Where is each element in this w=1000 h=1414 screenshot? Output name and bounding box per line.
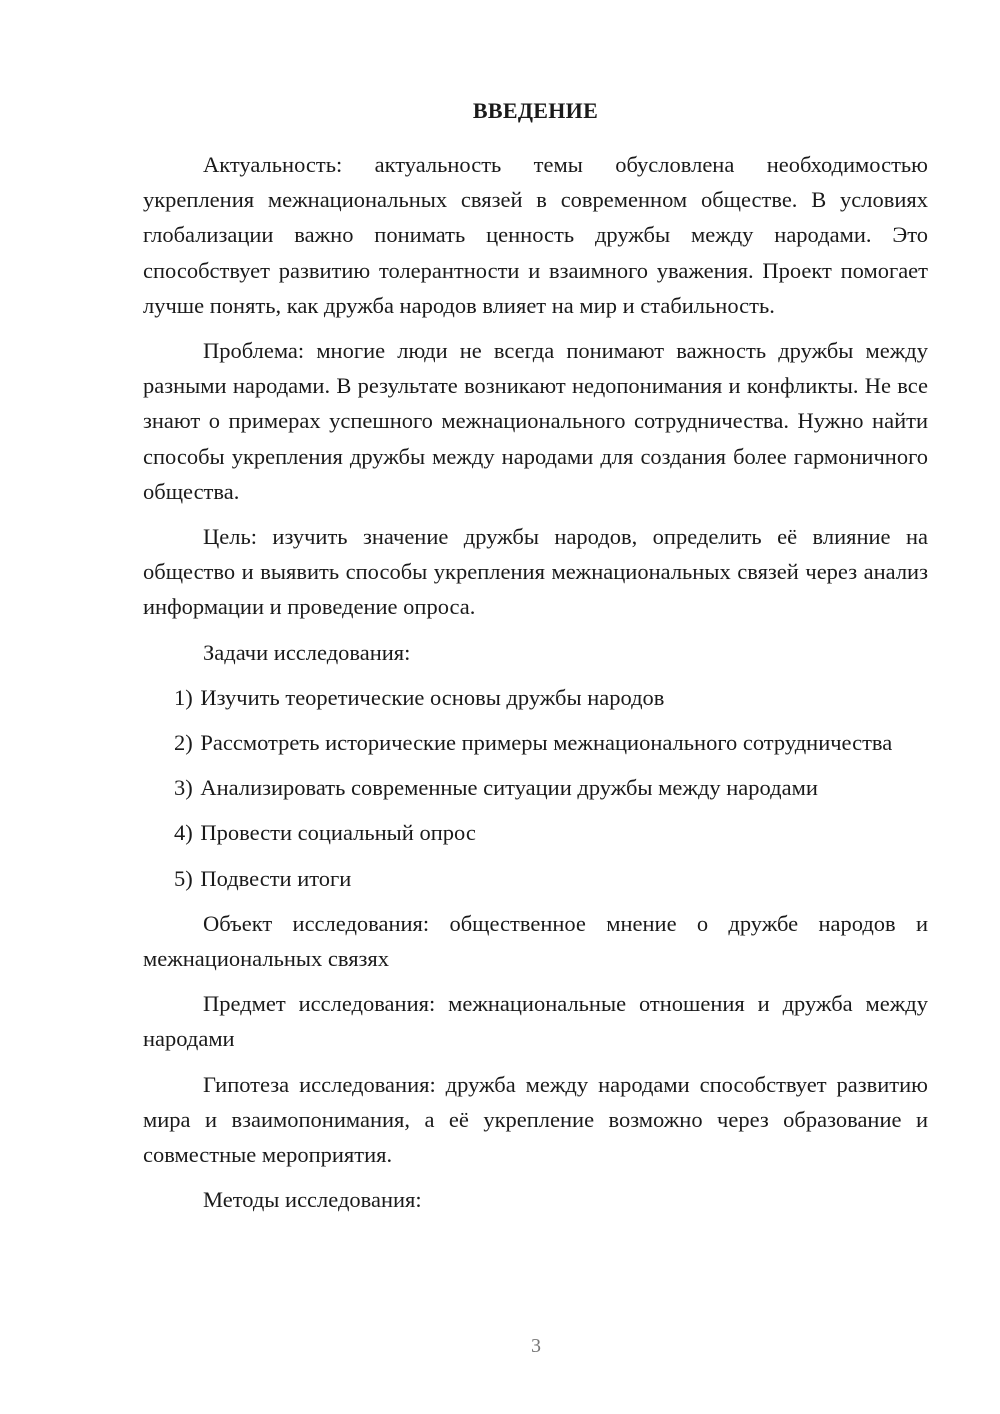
task-text: Подвести итоги	[200, 865, 352, 891]
methods-label: Методы исследования:	[203, 1187, 422, 1213]
task-number: 1)	[174, 684, 193, 710]
task-item-5	[143, 861, 928, 896]
paragraph-hypothesis: Гипотеза исследования: дружба между народами способствует развитию мира и взаимопонимания, а её укрепление возможно через образование и совместные мероприятия.	[143, 1071, 928, 1168]
document-page	[143, 97, 928, 1227]
paragraph-goal: Цель: изучить значение дружбы народов, определить её влияние на общество и выявить способы укрепления межнациональных связей через анализ информации и проведение опроса.	[143, 524, 928, 620]
page-title: ВВЕДЕНИЕ	[472, 98, 599, 123]
task-item-3	[143, 770, 928, 805]
paragraph-subject: Предмет исследования: межнациональные отношения и дружба между народами	[143, 991, 928, 1052]
task-number: 4)	[174, 820, 193, 846]
paragraph-relevance: Актуальность: актуальность темы обусловлена необходимостью укрепления межнациональных связей в современном обществе. В условиях глобализации важно понимать ценность дружбы между народами. Это способствует развитию толерантности и взаимного уважения. Проект помогает лучше понять, как дружба народов влияет на мир и стабильность.	[143, 152, 928, 318]
task-number: 3)	[174, 775, 193, 801]
task-number: 5)	[174, 865, 193, 891]
task-text: Изучить теоретические основы дружбы народов	[200, 684, 665, 710]
paragraph-object: Объект исследования: общественное мнение о дружбе народов и межнациональных связях	[143, 910, 928, 972]
paragraph-problem: Проблема: многие люди не всегда понимают важность дружбы между разными народами. В результате возникают недопонимания и конфликты. Не все знают о примерах успешного межнационального сотрудничества. Нужно найти способы укрепления дружбы между народами для создания более гармоничного общества.	[143, 338, 928, 504]
task-item-4	[143, 815, 928, 850]
task-text: Провести социальный опрос	[200, 820, 476, 846]
task-text: Анализировать современные ситуации дружбы между народами	[200, 775, 818, 801]
task-item-1	[143, 680, 928, 715]
tasks-label: Задачи исследования:	[203, 639, 411, 665]
page-number: 3	[531, 1335, 541, 1357]
task-item-2	[143, 725, 928, 760]
task-number: 2)	[174, 730, 193, 756]
task-text: Рассмотреть исторические примеры межнационального сотрудничества	[200, 730, 893, 756]
